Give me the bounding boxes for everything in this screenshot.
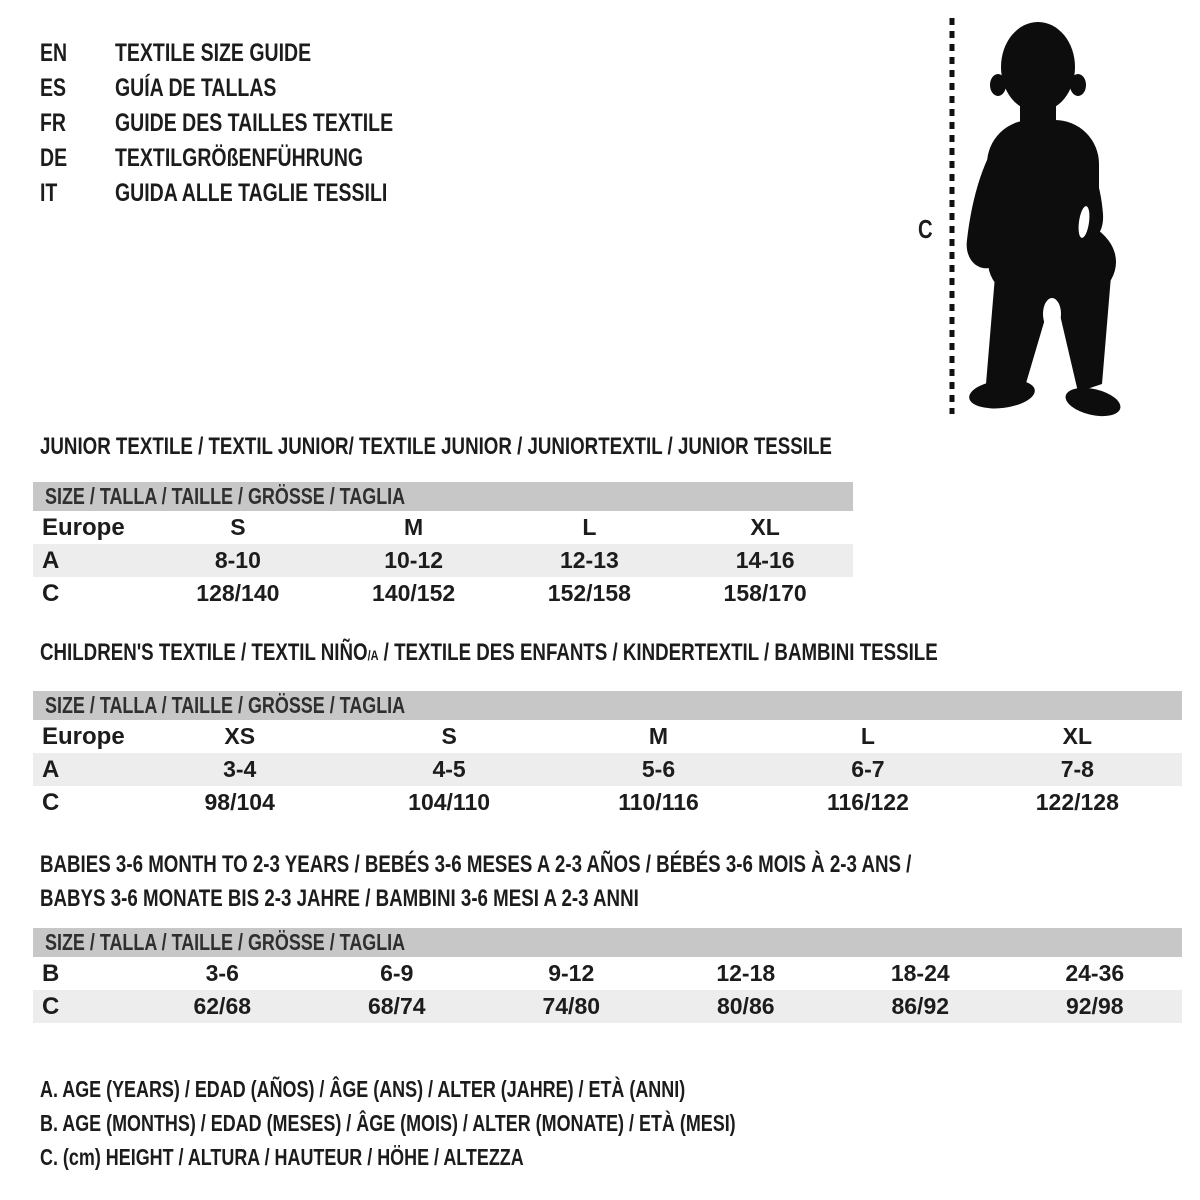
height-cell: 62/68 [193, 993, 252, 1019]
table-row-height [33, 786, 1182, 819]
height-cell: 68/74 [367, 993, 426, 1019]
height-cell: 128/140 [196, 580, 280, 606]
language-row-fr [40, 106, 472, 141]
guide-title-fr: GUIDE DES TAILLES TEXTILE [115, 109, 394, 137]
table-row-height [33, 990, 1182, 1023]
height-cell: 110/116 [618, 789, 699, 815]
months-cell: 18-24 [890, 960, 950, 986]
language-code: IT [40, 179, 58, 207]
size-cell: M [404, 514, 424, 540]
age-cell: 10-12 [384, 547, 444, 573]
age-cell: 5-6 [641, 756, 676, 782]
height-cell: 74/80 [542, 993, 601, 1019]
age-cell: 4-5 [432, 756, 466, 782]
height-cell: 80/86 [716, 993, 775, 1019]
height-cell: 104/110 [408, 789, 491, 815]
legend-line-c: C. (cm) HEIGHT / ALTURA / HAUTEUR / HÖHE / ALTEZZA [40, 1144, 524, 1170]
language-row-de [40, 141, 472, 176]
row-label: Europe [42, 723, 125, 750]
row-label: B [42, 960, 60, 987]
row-label: A [42, 756, 60, 783]
size-header-bar: SIZE / TALLA / TAILLE / GRÖSSE / TAGLIA [33, 691, 1182, 720]
age-cell: 6-7 [851, 756, 885, 782]
language-code: DE [40, 144, 68, 172]
months-cell: 9-12 [548, 960, 595, 986]
nino-a-subscript: /A [367, 647, 379, 663]
height-cell: 116/122 [826, 789, 909, 815]
size-cell: S [230, 514, 246, 540]
guide-title-en: TEXTILE SIZE GUIDE [115, 39, 312, 67]
row-label: C [42, 993, 60, 1020]
height-cell: 92/98 [1065, 993, 1124, 1019]
babies-size-table [33, 928, 1182, 1023]
height-cell: 122/128 [1035, 789, 1119, 815]
table-row-europe [33, 720, 1182, 753]
row-label: C [42, 789, 60, 816]
babies-section-title-line2: BABYS 3-6 MONATE BIS 2-3 JAHRE / BAMBINI 3-6 MESI A 2-3 ANNI [40, 885, 639, 912]
size-cell: XL [750, 514, 780, 540]
height-cell: 98/104 [204, 789, 275, 815]
language-code: ES [40, 74, 67, 102]
legend-line-a: A. AGE (YEARS) / EDAD (AÑOS) / ÂGE (ANS) / ALTER (JAHRE) / ETÀ (ANNI) [40, 1076, 686, 1102]
months-cell: 12-18 [716, 960, 776, 986]
height-measure-label: C [918, 214, 933, 244]
size-cell: XL [1062, 723, 1093, 749]
size-header-bar: SIZE / TALLA / TAILLE / GRÖSSE / TAGLIA [33, 928, 1182, 957]
age-cell: 14-16 [735, 547, 795, 573]
height-cell: 152/158 [547, 580, 631, 606]
junior-size-table [33, 482, 853, 610]
height-cell: 86/92 [891, 993, 950, 1019]
legend [40, 1072, 932, 1174]
children-size-table [33, 691, 1182, 819]
junior-section-title: JUNIOR TEXTILE / TEXTIL JUNIOR/ TEXTILE JUNIOR / JUNIORTEXTIL / JUNIOR TESSILE [40, 433, 832, 460]
table-row-months [33, 957, 1182, 990]
language-code: EN [40, 39, 68, 67]
size-cell: M [648, 723, 669, 749]
age-cell: 7-8 [1060, 756, 1094, 782]
language-row-es [40, 71, 472, 106]
babies-section-title-line1: BABIES 3-6 MONTH TO 2-3 YEARS / BEBÉS 3-6 MESES A 2-3 AÑOS / BÉBÉS 3-6 MOIS À 2-3 ANS / [40, 851, 912, 878]
table-row-europe [33, 511, 853, 544]
language-code: FR [40, 109, 66, 137]
age-cell: 3-4 [223, 756, 257, 782]
guide-title-it: GUIDA ALLE TAGLIE TESSILI [115, 179, 388, 207]
row-label: Europe [42, 514, 125, 541]
size-cell: L [860, 723, 875, 749]
language-row-it [40, 176, 472, 211]
language-list [40, 36, 472, 211]
table-row-age [33, 753, 1182, 786]
months-cell: 24-36 [1065, 960, 1125, 986]
size-cell: L [582, 514, 597, 540]
row-label: C [42, 580, 60, 607]
children-section-title: CHILDREN'S TEXTILE / TEXTIL NIÑO/A / TEXTILE DES ENFANTS / KINDERTEXTIL / BAMBINI TESSILE [40, 639, 938, 666]
language-row-en [40, 36, 472, 71]
guide-title-es: GUÍA DE TALLAS [115, 74, 277, 102]
table-row-age [33, 544, 853, 577]
size-cell: S [441, 723, 457, 749]
legend-line-b: B. AGE (MONTHS) / EDAD (MESES) / ÂGE (MOIS) / ALTER (MONATE) / ETÀ (MESI) [40, 1110, 736, 1136]
baby-silhouette-shape [967, 22, 1124, 418]
height-cell: 140/152 [372, 580, 456, 606]
age-cell: 12-13 [559, 547, 619, 573]
height-cell: 158/170 [723, 580, 807, 606]
months-cell: 6-9 [380, 960, 414, 986]
size-cell: XS [224, 723, 256, 749]
guide-title-de: TEXTILGRÖßENFÜHRUNG [115, 144, 364, 172]
size-header-bar: SIZE / TALLA / TAILLE / GRÖSSE / TAGLIA [33, 482, 853, 511]
months-cell: 3-6 [205, 960, 239, 986]
table-row-height [33, 577, 853, 610]
row-label: A [42, 547, 60, 574]
age-cell: 8-10 [214, 547, 261, 573]
